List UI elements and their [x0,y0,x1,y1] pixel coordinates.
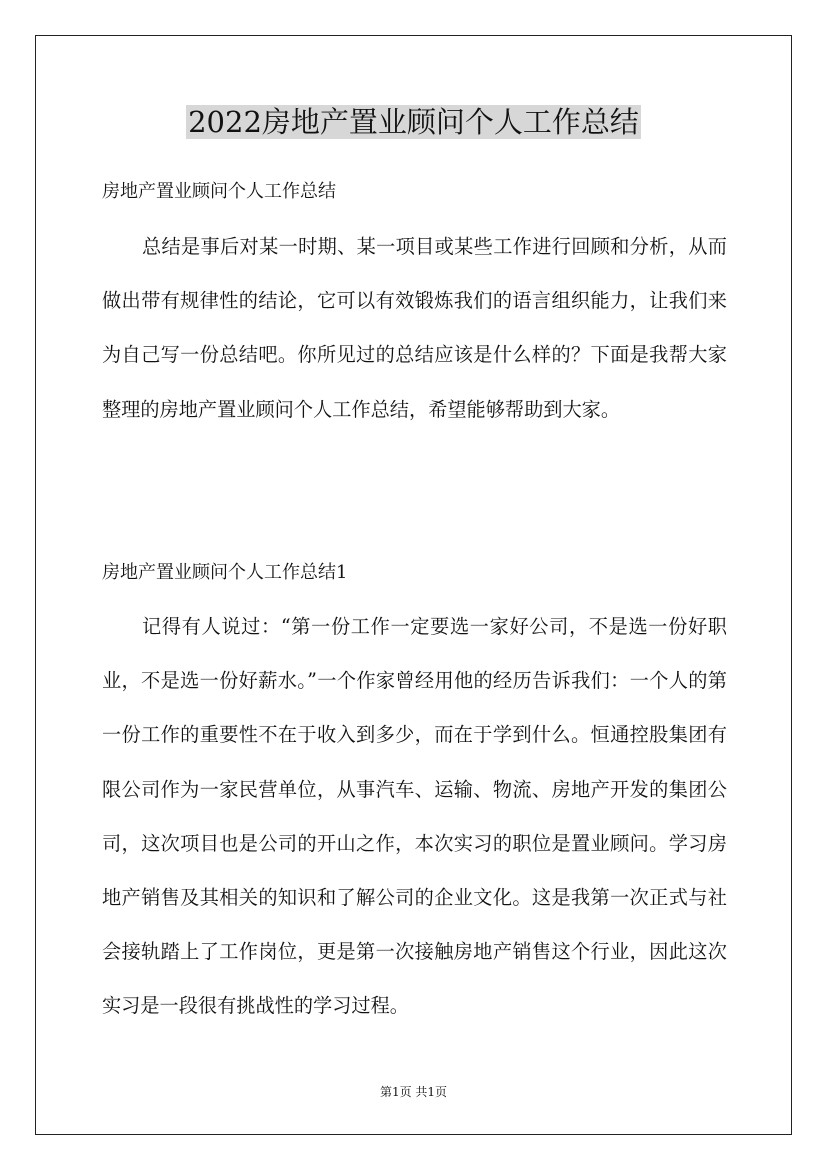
document-title-text: 2022房地产置业顾问个人工作总结 [188,105,639,139]
document-title [0,100,827,144]
section-paragraph-1: 记得有人说过：“第一份工作一定要选一家好公司，不是选一份好职业，不是选一份好薪水。”一个作家曾经用他的经历告诉我们：一个人的第一份工作的重要性不在于收入到多少，而在于学到什么。恒通控股集团有限公司作为一家民营单位，从事汽车、运输、物流、房地产开发的集团公司，这次项目也是公司的开山之作，本次实习的职位是置业顾问。学习房地产销售及其相关的知识和了解公司的企业文化。这是我第一次正式与社会接轨踏上了工作岗位，更是第一次接触房地产销售这个行业，因此这次实习是一段很有挑战性的学习过程。 [102,615,727,1018]
section-heading-1: 房地产置业顾问个人工作总结1 [102,562,348,583]
intro-paragraph: 总结是事后对某一时期、某一项目或某些工作进行回顾和分析，从而做出带有规律性的结论，它可以有效锻炼我们的语言组织能力，让我们来为自己写一份总结吧。你所见过的总结应该是什么样的？下面是我帮大家整理的房地产置业顾问个人工作总结，希望能够帮助到大家。 [102,235,727,421]
page-number-footer: 第1页 共1页 [379,1085,448,1099]
intro-heading: 房地产置业顾问个人工作总结 [102,181,336,202]
